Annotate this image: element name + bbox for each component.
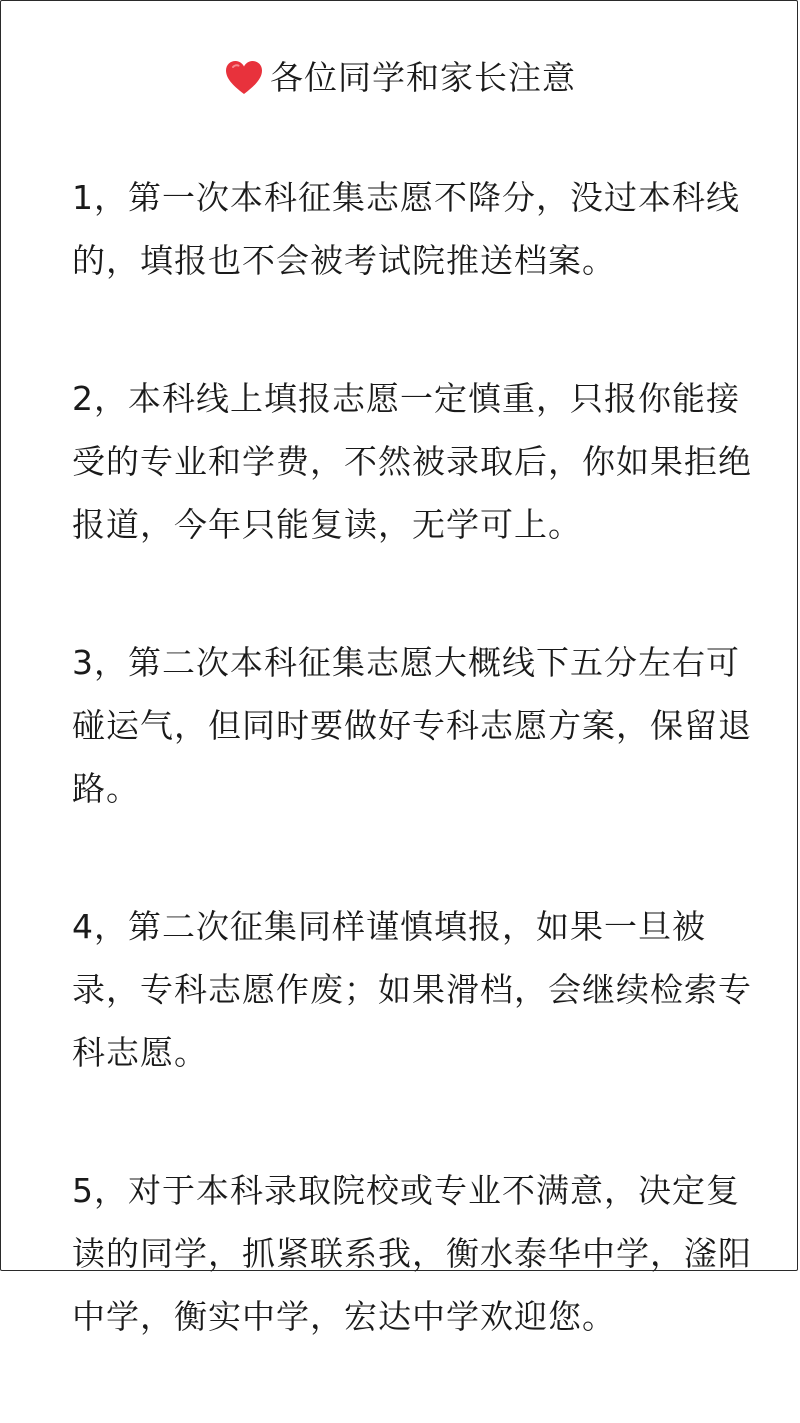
page-title: 各位同学和家长注意 bbox=[270, 58, 576, 97]
header bbox=[0, 52, 800, 104]
notice-item-5 bbox=[72, 1159, 772, 1348]
notice-item-3 bbox=[72, 631, 772, 820]
notice-line: 4，第二次征集同样谨慎填报，如果一旦被 bbox=[72, 907, 706, 946]
notice-line: 科志愿。 bbox=[72, 1033, 208, 1072]
notice-line: 路。 bbox=[72, 769, 140, 808]
notice-item-4 bbox=[72, 895, 772, 1084]
notice-line: 中学，衡实中学，宏达中学欢迎您。 bbox=[72, 1297, 616, 1336]
notice-line: 3，第二次本科征集志愿大概线下五分左右可 bbox=[72, 643, 740, 682]
notice-body bbox=[72, 166, 772, 1423]
notice-line: 报道，今年只能复读，无学可上。 bbox=[72, 505, 582, 544]
heart-icon bbox=[224, 58, 264, 98]
notice-line: 碰运气，但同时要做好专科志愿方案，保留退 bbox=[72, 706, 752, 745]
notice-line: 受的专业和学费，不然被录取后，你如果拒绝 bbox=[72, 442, 752, 481]
notice-line: 录，专科志愿作废；如果滑档，会继续检索专 bbox=[72, 970, 752, 1009]
notice-line: 1，第一次本科征集志愿不降分，没过本科线 bbox=[72, 178, 740, 217]
notice-line: 5，对于本科录取院校或专业不满意，决定复 bbox=[72, 1171, 740, 1210]
notice-line: 的，填报也不会被考试院推送档案。 bbox=[72, 241, 616, 280]
notice-line: 2，本科线上填报志愿一定慎重，只报你能接 bbox=[72, 379, 740, 418]
notice-item-2 bbox=[72, 367, 772, 556]
notice-item-1 bbox=[72, 166, 772, 292]
notice-line: 读的同学，抓紧联系我，衡水泰华中学，滏阳 bbox=[72, 1234, 752, 1273]
